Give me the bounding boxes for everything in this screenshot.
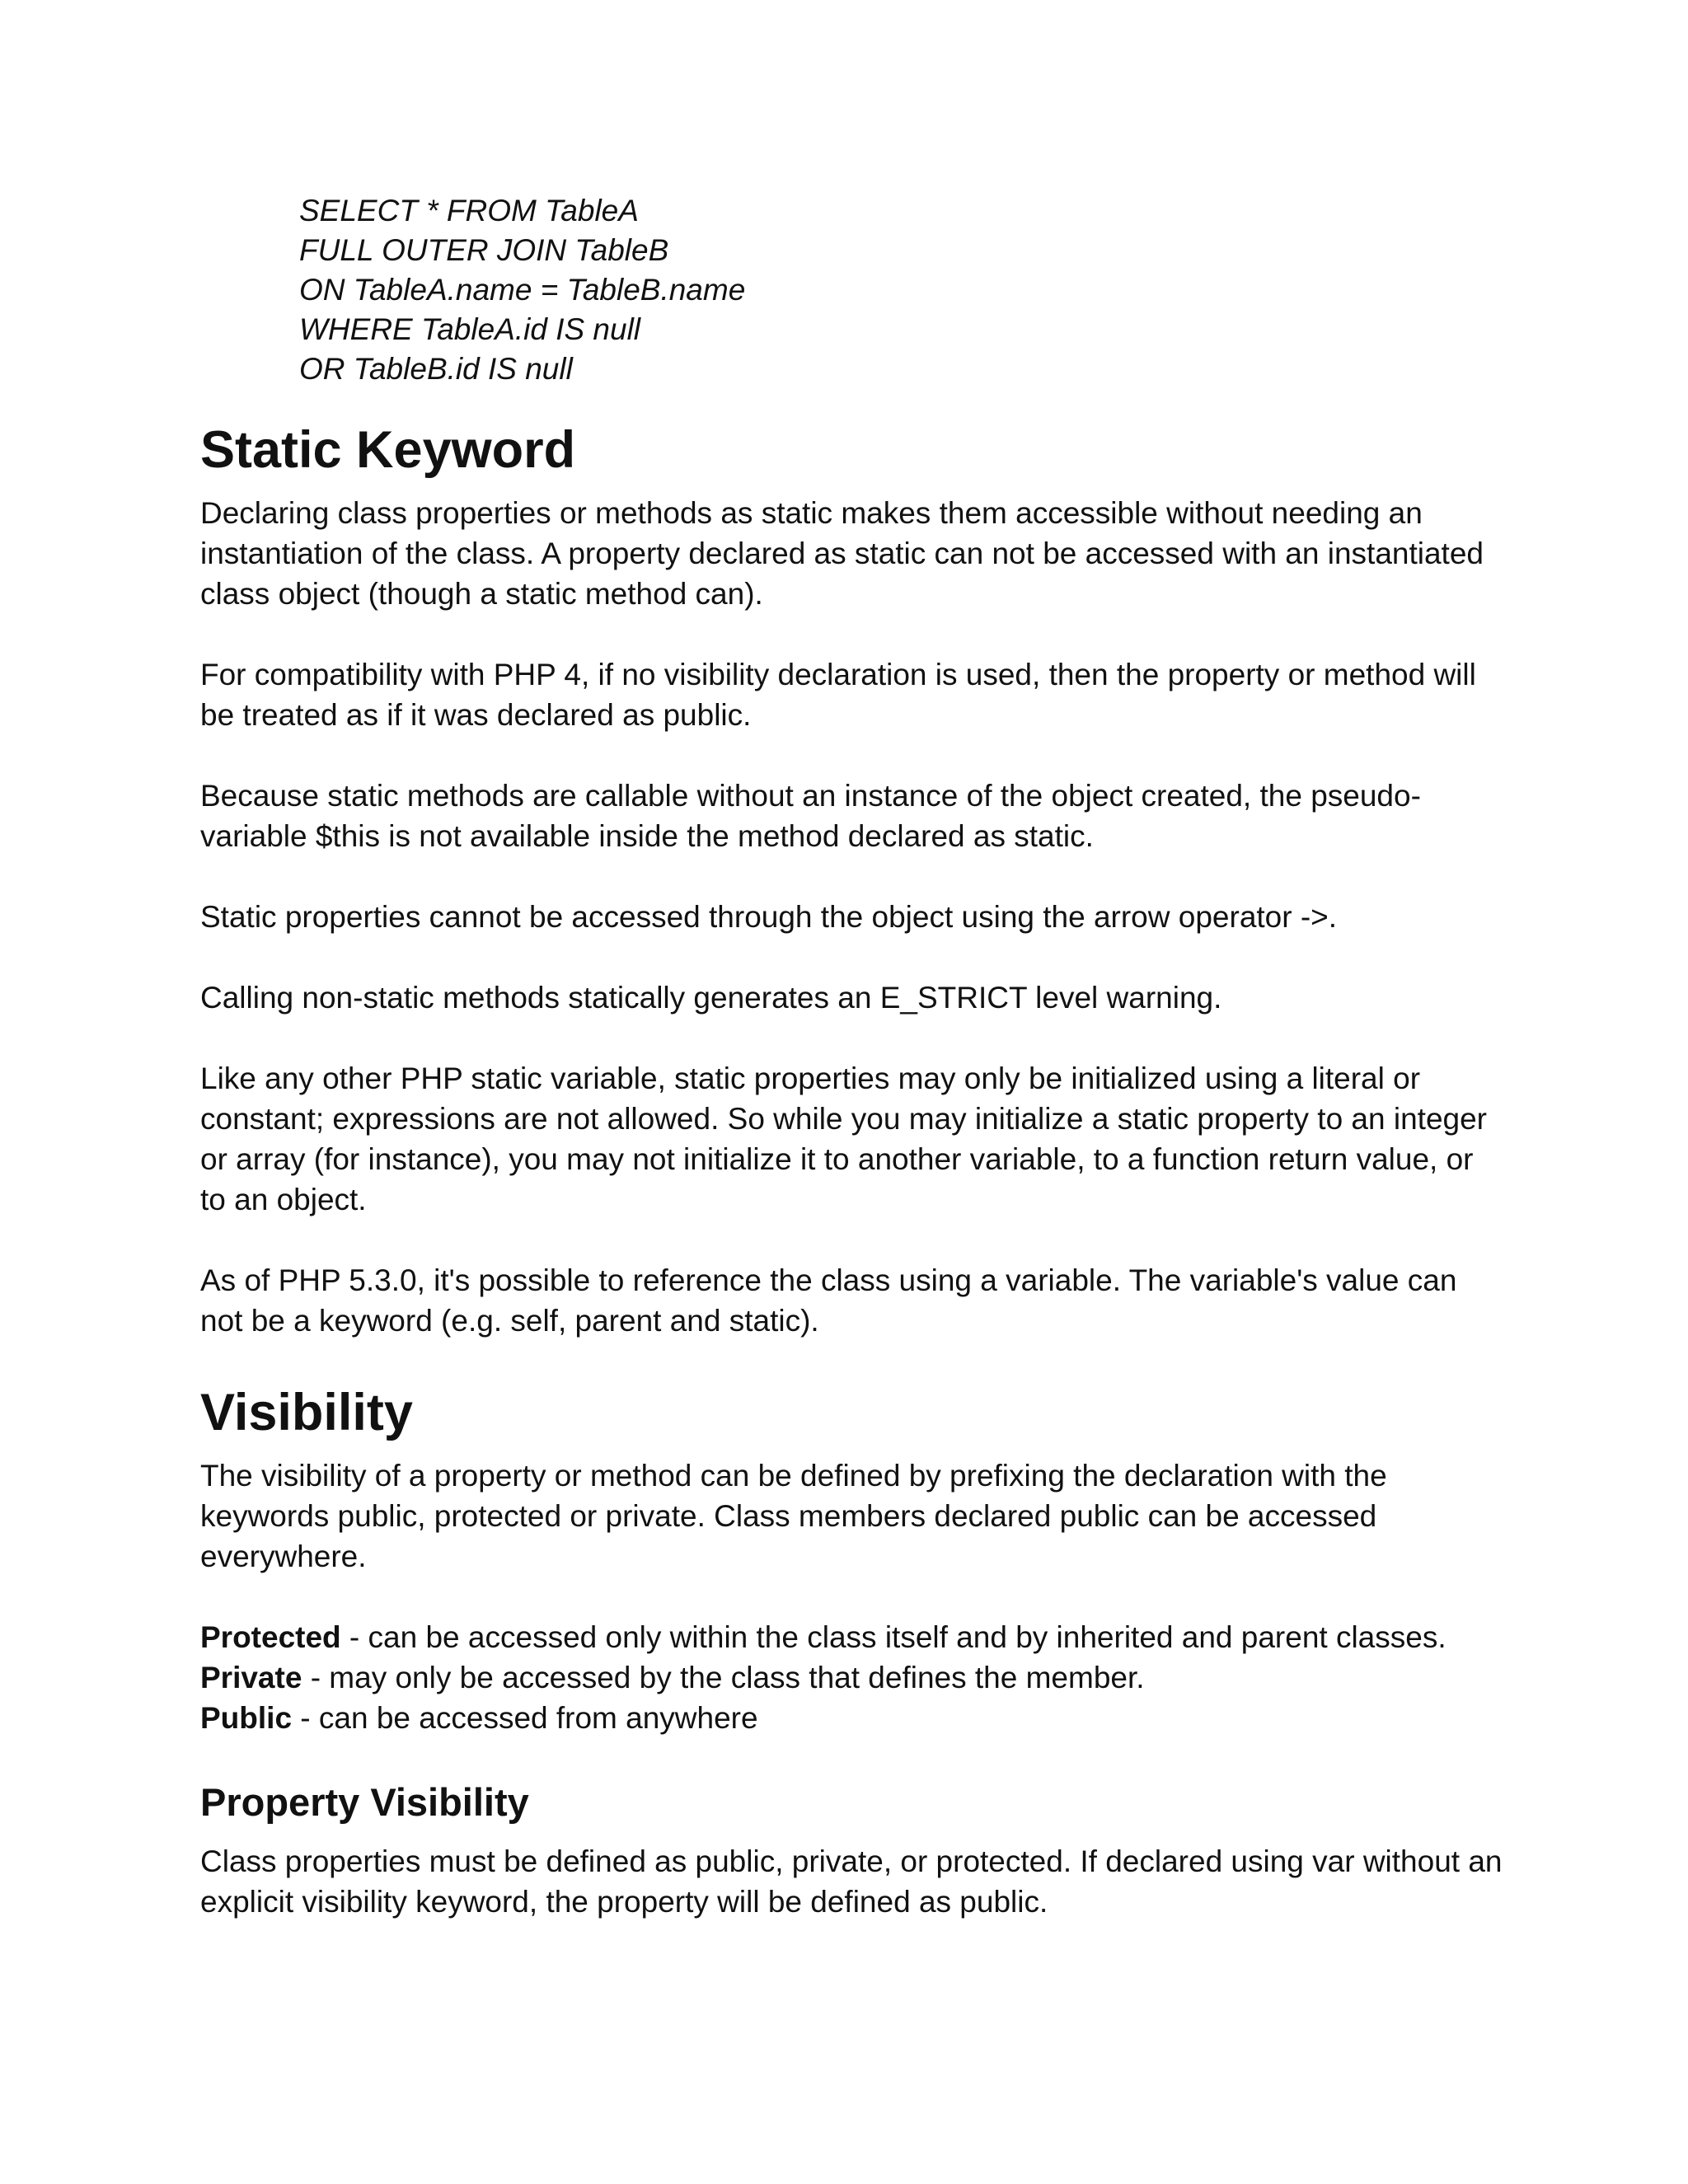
definition-private bbox=[200, 1657, 1503, 1698]
code-line: OR TableB.id IS null bbox=[299, 352, 573, 386]
definition-text: - can be accessed only within the class itself and by inherited and parent classes. bbox=[340, 1620, 1447, 1654]
definition-protected bbox=[200, 1617, 1503, 1657]
visibility-intro: The visibility of a property or method can be defined by prefixing the declaration with the keywords public, protected or private. Class members declared public can be accessed everywhere. bbox=[200, 1459, 1387, 1573]
code-line: WHERE TableA.id IS null bbox=[299, 312, 641, 346]
definition-text: - may only be accessed by the class that defines the member. bbox=[302, 1661, 1145, 1694]
static-paragraph: Because static methods are callable without an instance of the object created, the pseudo-variable $this is not available inside the method declared as static. bbox=[200, 779, 1421, 853]
document-content bbox=[200, 191, 1503, 1962]
definition-term: Private bbox=[200, 1661, 302, 1694]
static-paragraph: Calling non-static methods statically generates an E_STRICT level warning. bbox=[200, 981, 1222, 1015]
definition-text: - can be accessed from anywhere bbox=[292, 1701, 758, 1735]
property-visibility-section bbox=[200, 1779, 1503, 1922]
static-paragraph: Like any other PHP static variable, static properties may only be initialized using a literal or constant; expressions are not allowed. So while you may initialize a static property to an integer or array (for instance), you may not initialize it to another variable, to a function return value, or to an object. bbox=[200, 1062, 1487, 1216]
definition-term: Protected bbox=[200, 1620, 341, 1654]
static-keyword-heading: Static Keyword bbox=[200, 421, 576, 479]
static-paragraph: Static properties cannot be accessed through the object using the arrow operator ->. bbox=[200, 900, 1338, 934]
definition-public bbox=[200, 1698, 1503, 1738]
property-visibility-heading: Property Visibility bbox=[200, 1780, 529, 1824]
visibility-heading: Visibility bbox=[200, 1384, 413, 1441]
code-line: ON TableA.name = TableB.name bbox=[299, 273, 746, 307]
visibility-definition-list bbox=[200, 1617, 1503, 1738]
static-paragraph: For compatibility with PHP 4, if no visibility declaration is used, then the property or method will be treated as if it was declared as public. bbox=[200, 658, 1476, 732]
definition-term: Public bbox=[200, 1701, 293, 1735]
static-paragraph: As of PHP 5.3.0, it's possible to reference the class using a variable. The variable's value can not be a keyword (e.g. self, parent and static). bbox=[200, 1263, 1457, 1338]
code-line: SELECT * FROM TableA bbox=[299, 194, 639, 227]
code-line: FULL OUTER JOIN TableB bbox=[299, 233, 669, 267]
sql-code-block bbox=[299, 191, 1503, 389]
static-paragraph: Declaring class properties or methods as static makes them accessible without needing an instantiation of the class. A property declared as static can not be accessed with an instantiated class object (though a static method can). bbox=[200, 496, 1484, 611]
visibility-section bbox=[200, 1381, 1503, 1738]
static-keyword-section bbox=[200, 419, 1503, 1341]
property-visibility-paragraph: Class properties must be defined as public, private, or protected. If declared using var without an explicit visibility keyword, the property will be defined as public. bbox=[200, 1844, 1503, 1919]
